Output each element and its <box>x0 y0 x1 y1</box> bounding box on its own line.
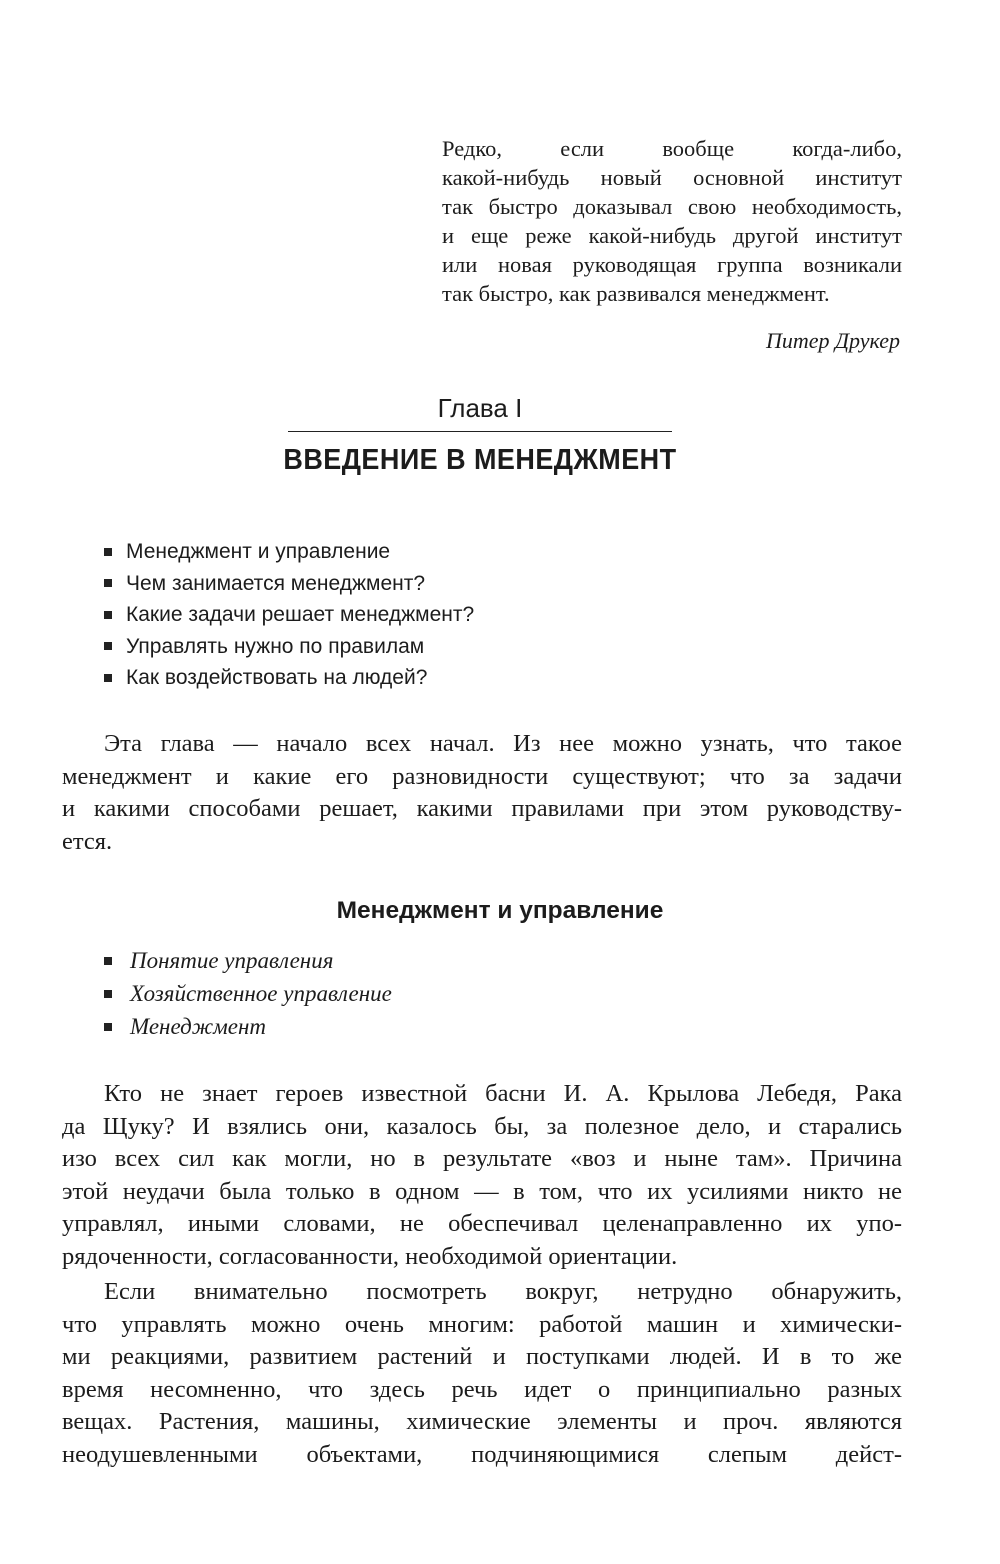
text-line: Кто не знает героев известной басни И. А. Крылова Лебедя, Рака <box>104 1080 902 1107</box>
contents-item <box>104 599 474 631</box>
chapter-title: ВВЕДЕНИЕ В МЕНЕДЖМЕНТ <box>283 444 677 476</box>
subtopic-label: Хозяйственное управление <box>130 981 392 1006</box>
contents-item-label: Какие задачи решает менеджмент? <box>126 603 475 626</box>
subtopic-item <box>104 944 392 977</box>
intro-paragraph <box>62 728 902 858</box>
text-line: рядоченности, согласованности, необходимой ориентации. <box>62 1242 678 1270</box>
text-line: вещах. Растения, машины, химические элементы и проч. являются <box>62 1408 902 1435</box>
text-line: управлял, иными словами, не обеспечивал целенаправленно их упо- <box>62 1210 902 1237</box>
text-line: что управлять можно очень многим: работой машин и химически- <box>62 1310 902 1338</box>
square-bullet-icon <box>104 548 112 556</box>
body-paragraph-1 <box>62 1078 902 1273</box>
text-line: ми реакциями, развитием растений и поступками людей. И в то же <box>62 1343 902 1370</box>
text-line: время несомненно, что здесь речь идет о принципиально разных <box>62 1375 902 1403</box>
contents-item <box>104 631 474 663</box>
subtopic-item <box>104 977 392 1010</box>
subtopic-label: Понятие управления <box>130 948 334 973</box>
text-line: да Щуку? И взялись они, казалось бы, за полезное дело, и старались <box>62 1112 902 1140</box>
contents-item <box>104 662 474 694</box>
chapter-contents-list <box>104 536 474 694</box>
text-line: этой неудачи была только в одном — в том, что их усилиями никто не <box>62 1177 902 1205</box>
chapter-label: Глава I <box>437 393 523 423</box>
contents-item <box>104 536 474 568</box>
epigraph-line: так быстро, как развивался менеджмент. <box>442 281 830 306</box>
square-bullet-icon <box>104 611 112 619</box>
body-paragraph-2 <box>62 1276 902 1471</box>
text-line: Если внимательно посмотреть вокруг, нетрудно обнаружить, <box>104 1278 902 1305</box>
section-subtopics-list <box>104 944 392 1043</box>
text-line: неодушевленными объектами, подчиняющимися слепым дейст- <box>62 1440 902 1468</box>
epigraph-line: или новая руководящая группа возникали <box>442 252 902 277</box>
square-bullet-icon <box>104 579 112 587</box>
text-line: ется. <box>62 827 113 855</box>
text-line: Эта глава — начало всех начал. Из нее можно узнать, что такое <box>104 730 902 757</box>
subtopic-item <box>104 1010 392 1043</box>
text-line: изо всех сил как могли, но в результате «воз и ныне там». Причина <box>62 1145 902 1172</box>
contents-item-label: Управлять нужно по правилам <box>126 634 425 658</box>
square-bullet-icon <box>104 957 112 965</box>
square-bullet-icon <box>104 642 112 650</box>
square-bullet-icon <box>104 990 112 998</box>
epigraph-line: и еще реже какой-нибудь другой институт <box>442 223 902 248</box>
text-line: и какими способами решает, какими правилами при этом руководству- <box>62 795 902 822</box>
epigraph-author: Питер Друкер <box>765 328 900 353</box>
epigraph-line: так быстро доказывал свою необходимость, <box>442 194 902 219</box>
chapter-divider <box>288 431 672 432</box>
epigraph-line: Редко, если вообще когда-либо, <box>442 136 902 161</box>
section-heading: Менеджмент и управление <box>336 897 664 924</box>
contents-item <box>104 568 474 600</box>
square-bullet-icon <box>104 1023 112 1031</box>
epigraph-line: какой-нибудь новый основной институт <box>442 165 902 190</box>
epigraph <box>442 134 902 308</box>
text-line: менеджмент и какие его разновидности существуют; что за задачи <box>62 762 902 790</box>
contents-item-label: Менеджмент и управление <box>126 540 391 563</box>
square-bullet-icon <box>104 674 112 682</box>
contents-item-label: Чем занимается менеджмент? <box>126 571 426 595</box>
contents-item-label: Как воздействовать на людей? <box>126 666 428 689</box>
subtopic-label: Менеджмент <box>130 1014 267 1039</box>
